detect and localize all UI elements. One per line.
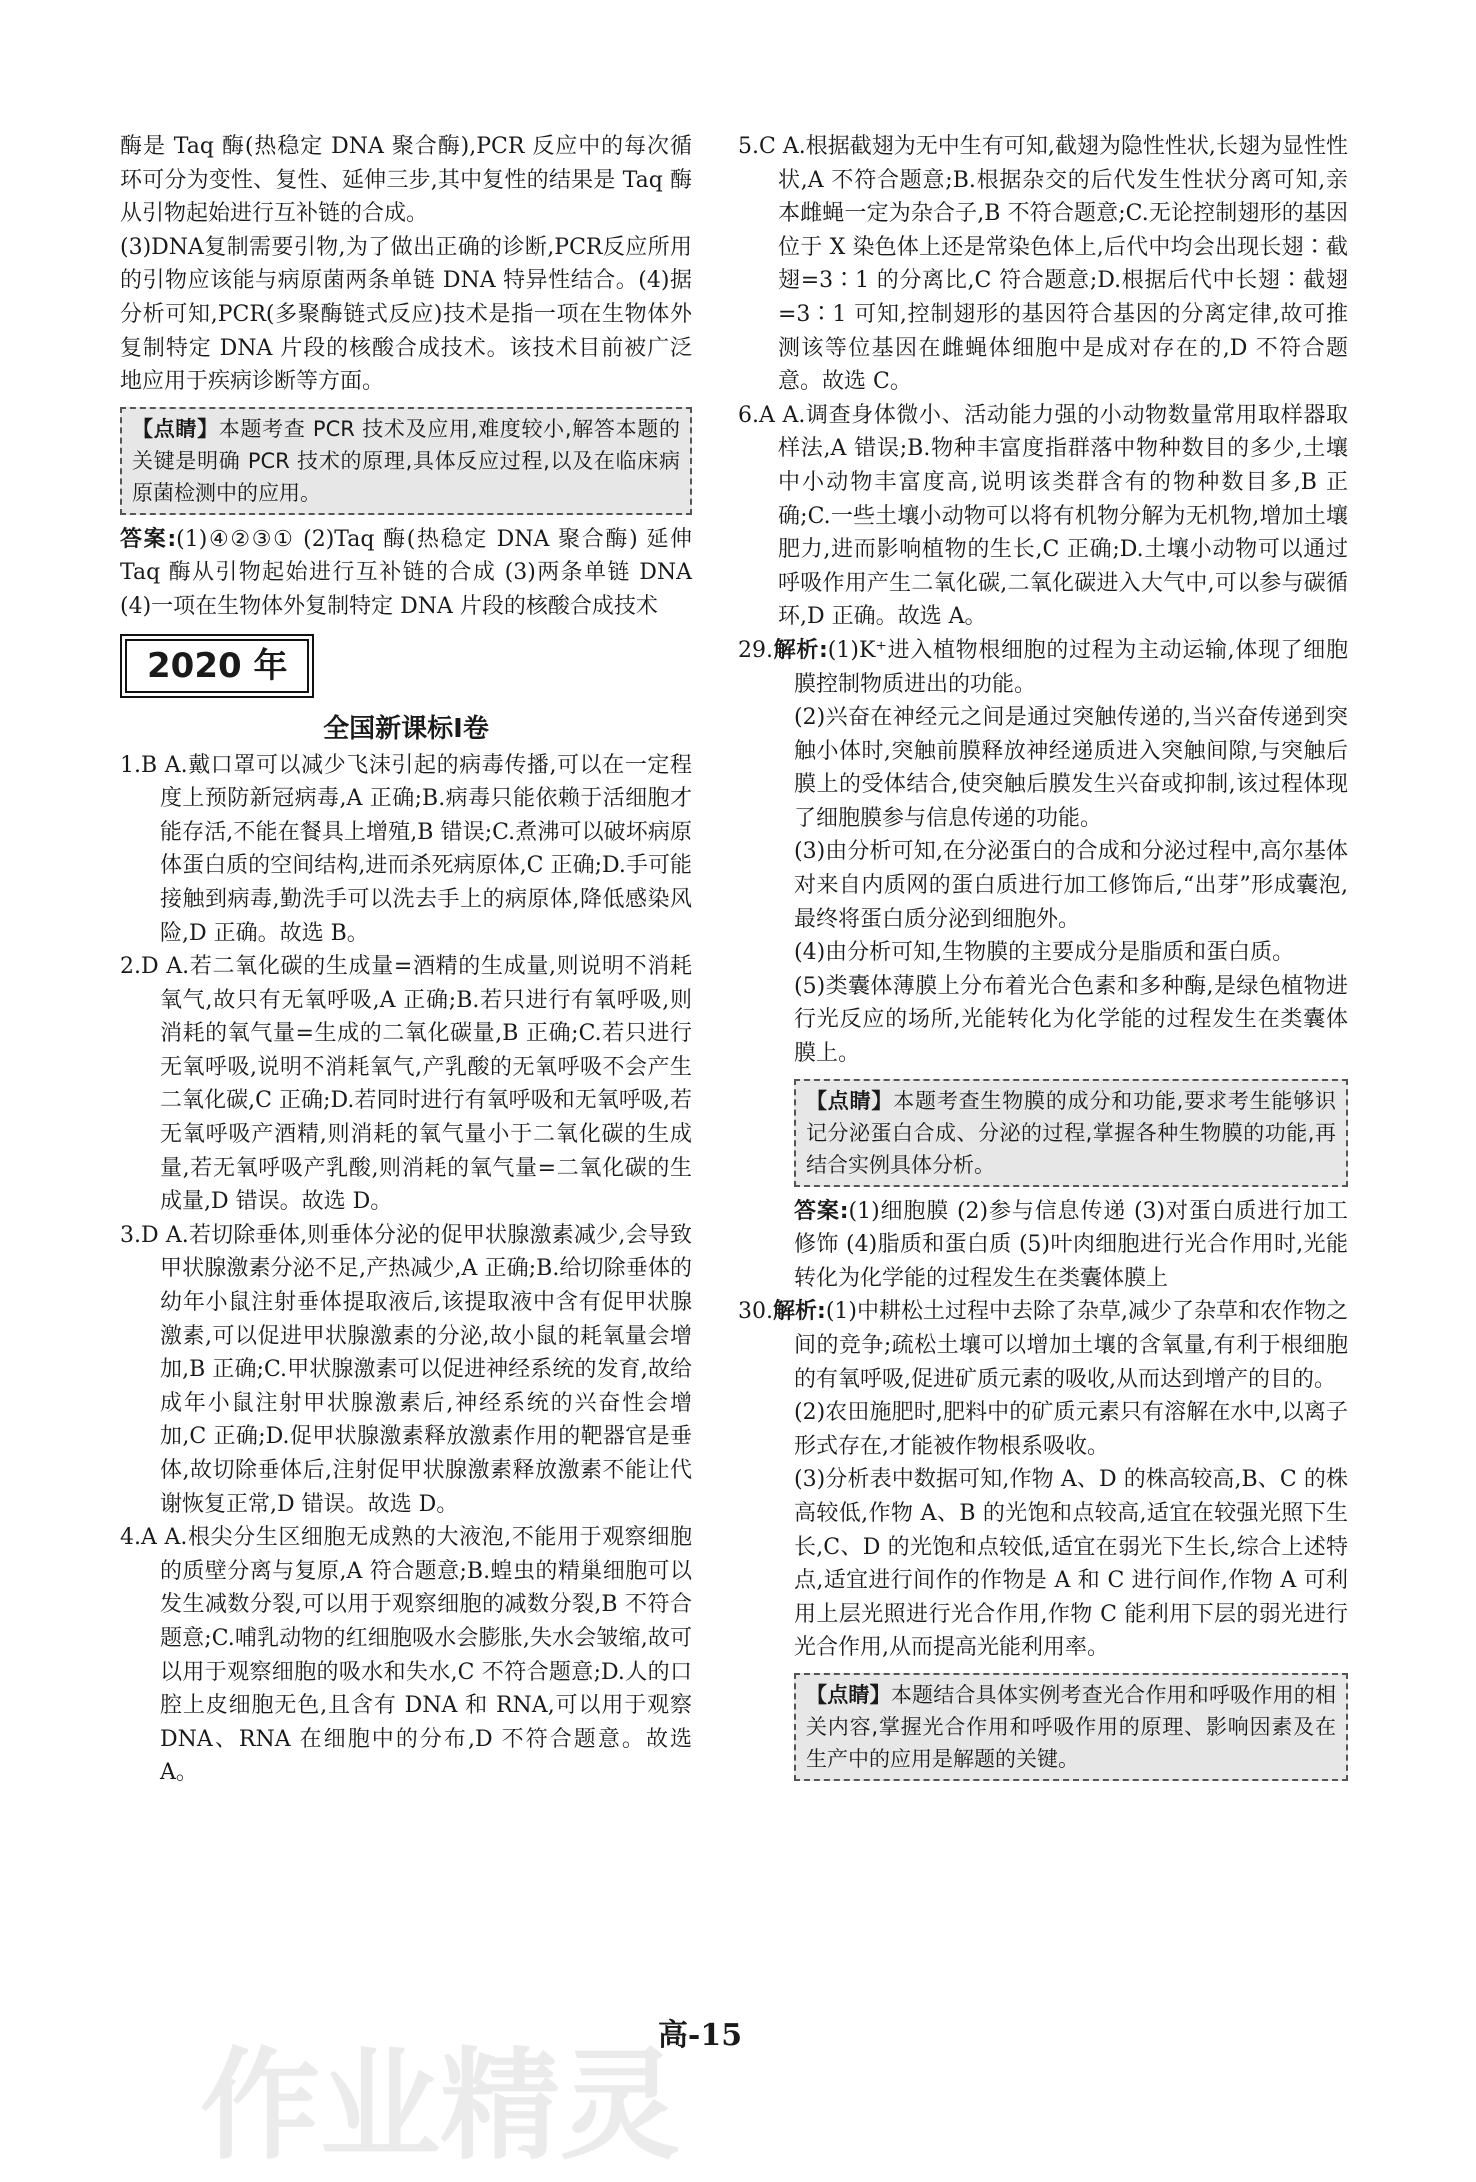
paragraph: (2)农田施肥时,肥料中的矿质元素只有溶解在水中,以离子形式存在,才能被作物根系吸收。 xyxy=(794,1400,1348,1459)
question-4: 4.A A.根尖分生区细胞无成熟的大液泡,不能用于观察细胞的质壁分离与复原,A 符合题意;B.蝗虫的精巢细胞可以发生减数分裂,可以用于观察细胞的减数分裂,B 不符合题意;C.哺乳动物的红细胞吸水会膨胀,失水会皱缩,故可以用于观察细胞的吸水和失水,C 不符合题意;D.人的口腔上皮细胞无色,且含有 DNA 和 RNA,可以用于观察 DNA、RNA 在细胞中的分布,D 不符合题意。故选 A。 xyxy=(120,1525,692,1786)
paragraph: (4)由分析可知,生物膜的主要成分是脂质和蛋白质。 xyxy=(794,940,1295,966)
answer-text: (1)④②③① (2)Taq 酶(热稳定 DNA 聚合酶) 延伸 Taq 酶从引物起始进行互补链的合成 (3)两条单链 DNA (4)一项在生物体外复制特定 DNA 片段的核酸合成技术 xyxy=(120,526,692,619)
answer xyxy=(120,523,692,624)
question-3: 3.D A.若切除垂体,则垂体分泌的促甲状腺激素减少,会导致甲状腺激素分泌不足,产热减少,A 正确;B.给切除垂体的幼年小鼠注射垂体提取液后,该提取液中含有促甲状腺激素,可以促进甲状腺激素的分泌,故小鼠的耗氧量会增加,B 正确;C.甲状腺激素可以促进神经系统的发育,故给成年小鼠注射甲状腺激素后,神经系统的兴奋性会增加,C 正确;D.促甲状腺激素释放激素作用的靶器官是垂体,故切除垂体后,注射促甲状腺激素释放激素不能让代谢恢复正常,D 错误。故选 D。 xyxy=(120,1222,692,1517)
paragraph: (3)分析表中数据可知,作物 A、D 的株高较高,B、C 的株高较低,作物 A、B 的光饱和点较高,适宜在较强光照下生长,C、D 的光饱和点较低,适宜在弱光下生长,综合上述特点,适宜进行间作的作物是 A 和 C 进行间作,作物 A 可利用上层光照进行光合作用,作物 C 能利用下层的弱光进行光合作用,从而提高光能利用率。 xyxy=(794,1467,1348,1661)
year-heading xyxy=(120,634,314,698)
answer-tag: 答案: xyxy=(120,526,177,552)
question-number: 30. xyxy=(738,1299,773,1325)
note-text: 本题考查 PCR 技术及应用,难度较小,解答本题的关键是明确 PCR 技术的原理,具体反应过程,以及在临床病原菌检测中的应用。 xyxy=(132,416,680,505)
paragraph: 酶是 Taq 酶(热稳定 DNA 聚合酶),PCR 反应中的每次循环可分为变性、复性、延伸三步,其中复性的结果是 Taq 酶从引物起始进行互补链的合成。 xyxy=(120,134,692,227)
note-box xyxy=(794,1079,1348,1187)
question-2: 2.D A.若二氧化碳的生成量=酒精的生成量,则说明不消耗氧气,故只有无氧呼吸,A 正确;B.若只进行有氧呼吸,则消耗的氧气量=生成的二氧化碳量,B 正确;C.若只进行无氧呼吸,说明不消耗氧气,产乳酸的无氧呼吸不会产生二氧化碳,C 正确;D.若同时进行有氧呼吸和无氧呼吸,若无氧呼吸产酒精,则消耗的氧气量小于二氧化碳的生成量,若无氧呼吸产乳酸,则消耗的氧气量=二氧化碳的生成量,D 错误。故选 D。 xyxy=(120,954,692,1215)
right-column xyxy=(738,130,1348,1789)
question-5: 5.C A.根据截翅为无中生有可知,截翅为隐性性状,长翅为显性性状,A 不符合题意;B.根据杂交的后代发生性状分离可知,亲本雌蝇一定为杂合子,B 不符合题意;C.无论控制翅形的基因位于 X 染色体上还是常染色体上,后代中均会出现长翅∶截翅=3∶1 的分离比,C 符合题意;D.根据后代中长翅∶截翅=3∶1 可知,控制翅形的基因符合基因的分离定律,故可推测该等位基因在雌蝇体细胞中是成对存在的,D 不符合题意。故选 C。 xyxy=(738,134,1348,395)
note-text: 本题结合具体实例考查光合作用和呼吸作用的相关内容,掌握光合作用和呼吸作用的原理、影响因素及在生产中的应用是解题的关键。 xyxy=(806,1682,1337,1771)
question-6: 6.A A.调查身体微小、活动能力强的小动物数量常用取样器取样法,A 错误;B.物种丰富度指群落中物种数目的多少,土壤中小动物丰富度高,说明该类群含有的物种数目多,B 正确;C.一些土壤小动物可以将有机物分解为无机物,增加土壤肥力,进而影响植物的生长,C 正确;D.土壤小动物可以通过呼吸作用产生二氧化碳,二氧化碳进入大气中,可以参与碳循环,D 正确。故选 A。 xyxy=(738,402,1348,630)
analysis-text: (1)K⁺进入植物根细胞的过程为主动运输,体现了细胞膜控制物质进出的功能。 xyxy=(794,637,1348,697)
section-title: 全国新课标Ⅰ卷 xyxy=(323,713,489,744)
watermark: 作业精灵 xyxy=(200,2037,680,2176)
note-text: 本题考查生物膜的成分和功能,要求考生能够识记分泌蛋白合成、分泌的过程,掌握各种生物膜的功能,再结合实例具体分析。 xyxy=(806,1088,1336,1177)
paragraph: (2)兴奋在神经元之间是通过突触传递的,当兴奋传递到突触小体时,突触前膜释放神经递质进入突触间隙,与突触后膜上的受体结合,使突触后膜发生兴奋或抑制,该过程体现了细胞膜参与信息传递的功能。 xyxy=(794,705,1348,831)
analysis-text: (1)中耕松土过程中去除了杂草,减少了杂草和农作物之间的竞争;疏松土壤可以增加土壤的含氧量,有利于根细胞的有氧呼吸,促进矿质元素的吸收,从而达到增产的目的。 xyxy=(794,1299,1348,1392)
note-box xyxy=(120,407,692,515)
paragraph: (5)类囊体薄膜上分布着光合色素和多种酶,是绿色植物进行光反应的场所,光能转化为化学能的过程发生在类囊体膜上。 xyxy=(794,973,1348,1067)
answer xyxy=(738,1195,1348,1296)
answer-tag: 答案: xyxy=(794,1198,849,1224)
answer-text: (1)细胞膜 (2)参与信息传递 (3)对蛋白质进行加工修饰 (4)脂质和蛋白质 (5)叶肉细胞进行光合作用时,光能转化为化学能的过程发生在类囊体膜上 xyxy=(794,1198,1348,1291)
note-tag: 【点睛】 xyxy=(806,1682,891,1707)
note-tag: 【点睛】 xyxy=(806,1088,894,1113)
analysis-label: 解析: xyxy=(773,1299,826,1325)
question-number: 29. xyxy=(738,637,773,663)
paragraph: (3)由分析可知,在分泌蛋白的合成和分泌过程中,高尔基体对来自内质网的蛋白质进行加工修饰后,“出芽”形成囊泡,最终将蛋白质分泌到细胞外。 xyxy=(794,839,1348,932)
note-tag: 【点睛】 xyxy=(132,416,219,441)
question-1: 1.B A.戴口罩可以减少飞沫引起的病毒传播,可以在一定程度上预防新冠病毒,A 正确;B.病毒只能依赖于活细胞才能存活,不能在餐具上增殖,B 错误;C.煮沸可以破坏病原体蛋白质的空间结构,进而杀死病原体,C 正确;D.手可能接触到病毒,勤洗手可以洗去手上的病原体,降低感染风险,D 正确。故选 B。 xyxy=(120,752,692,946)
note-box xyxy=(794,1673,1348,1781)
left-column xyxy=(120,130,692,1790)
paragraph: (3)DNA复制需要引物,为了做出正确的诊断,PCR反应所用的引物应该能与病原菌两条单链 DNA 特异性结合。(4)据分析可知,PCR(多聚酶链式反应)技术是指一项在生物体外复制特定 DNA 片段的核酸合成技术。该技术目前被广泛地应用于疾病诊断等方面。 xyxy=(120,234,692,395)
year-text: 2020 年 xyxy=(125,639,309,693)
question-29-intro xyxy=(738,634,1348,701)
question-30-intro xyxy=(738,1295,1348,1396)
analysis-label: 解析: xyxy=(773,637,828,663)
page-number: 高-15 xyxy=(657,2018,743,2053)
